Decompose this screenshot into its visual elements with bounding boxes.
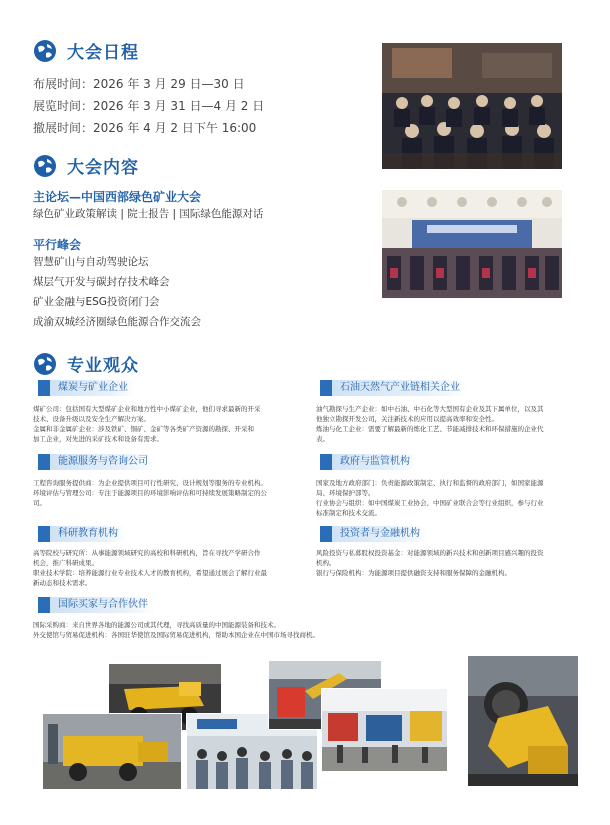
- category-label: 国际买家与合作伙伴: [50, 597, 156, 613]
- category-line: 表。: [316, 435, 329, 443]
- category-line: 机构。: [316, 559, 336, 567]
- audience-category-bar: [320, 380, 468, 396]
- bar-square: [38, 454, 50, 470]
- category-line: 国际采购商：来自世界各地的能源公司或其代理，寻找高质量的中国能源装备和技术。: [33, 621, 280, 629]
- content-title: 大会内容: [67, 158, 139, 178]
- main-forum-title: 主论坛—中国西部绿色矿业大会: [33, 190, 202, 204]
- audience-category-bar: [38, 597, 156, 613]
- category-line: 加工企业，对先进的采矿技术和设备有需求。: [33, 435, 163, 443]
- bar-square: [38, 380, 50, 396]
- bar-square: [320, 380, 332, 396]
- category-label: 投资者与金融机构: [332, 526, 428, 542]
- category-line: 局、环境保护部等。: [316, 489, 375, 497]
- schedule-line: 撤展时间：2026 年 4 月 2 日下午 16:00: [33, 121, 257, 135]
- category-text: [33, 404, 303, 444]
- gallery-photo-hall: [321, 688, 448, 772]
- category-text: [33, 478, 303, 508]
- category-line: 风险投资与私募股权投资基金：对能源领域的新兴技术和创新项目感兴趣的投资: [316, 549, 544, 557]
- gallery-photo-tunnel-boring: [467, 655, 579, 787]
- category-line: 新动态和技术需求。: [33, 579, 92, 587]
- schedule-title: 大会日程: [67, 43, 139, 63]
- category-line: 炼油与化工企业：需要了解最新的炼化工艺、节能减排技术和环保措施的企业代: [316, 425, 544, 433]
- schedule-list: [33, 73, 264, 139]
- schedule-heading: [33, 38, 139, 63]
- category-line: 机会，推广科研成果。: [33, 559, 98, 567]
- category-text: [316, 478, 578, 518]
- category-line: 银行与保险机构：为能源项目提供融资支持和服务保障的金融机构。: [316, 569, 511, 577]
- category-line: 他独立勘探开发公司，关注新技术的应用以提高效率和安全性。: [316, 415, 498, 423]
- schedule-line: 布展时间：2026 年 3 月 29 日—30 日: [33, 77, 245, 91]
- parallel-list: [33, 252, 201, 332]
- parallel-item: 智慧矿山与自动驾驶论坛: [33, 256, 149, 268]
- category-line: 环境评估与管理公司：专注于能源项目的环境影响评估和可持续发展策略制定的公: [33, 489, 267, 497]
- globe-icon: [33, 39, 57, 63]
- audience-title: 专业观众: [67, 356, 139, 376]
- category-line: 职业技术学院：培养能源行业专业技术人才的教育机构，希望通过展会了解行业最: [33, 569, 267, 577]
- audience-heading: [33, 351, 139, 376]
- audience-category-bar: [38, 454, 156, 470]
- category-line: 高等院校与研究所：从事能源领域研究的高校和科研机构，旨在寻找产学研合作: [33, 549, 261, 557]
- category-line: 标准制定和技术交流。: [316, 509, 381, 517]
- category-label: 煤炭与矿业企业: [50, 380, 136, 396]
- category-label: 科研教育机构: [50, 526, 126, 542]
- category-line: 油气勘探与生产企业：如中石油、中石化等大型国有企业及其下属单位，以及其: [316, 405, 544, 413]
- parallel-item: 煤层气开发与碳封存技术峰会: [33, 276, 170, 288]
- audience-category-bar: [38, 526, 126, 542]
- bar-square: [38, 526, 50, 542]
- category-line: 国家及地方政府部门：负责能源政策制定、执行和监督的政府部门，如国家能源: [316, 479, 544, 487]
- parallel-item: 成渝双城经济圈绿色能源合作交流会: [33, 316, 201, 328]
- bar-square: [320, 526, 332, 542]
- bar-square: [320, 454, 332, 470]
- conference-photo: [382, 43, 562, 169]
- category-text: [33, 548, 303, 588]
- category-text: [316, 404, 578, 444]
- forum-photo: [382, 190, 562, 298]
- category-line: 技术、设备升级以及安全生产解决方案。: [33, 415, 150, 423]
- category-line: 司。: [33, 499, 46, 507]
- main-forum-items: 绿色矿业政策解读 | 院士报告 | 国际绿色能源对话: [33, 208, 264, 220]
- schedule-line: 展览时间：2026 年 3 月 31 日—4 月 2 日: [33, 99, 265, 113]
- globe-icon: [33, 154, 57, 178]
- category-label: 政府与监管机构: [332, 454, 418, 470]
- category-label: 能源服务与咨询公司: [50, 454, 156, 470]
- parallel-title: 平行峰会: [33, 238, 82, 252]
- category-label: 石油天然气产业链相关企业: [332, 380, 468, 396]
- category-line: 行业协会与组织：如中国煤炭工业协会、中国矿业联合会等行业组织，参与行业: [316, 499, 544, 507]
- audience-category-bar: [38, 380, 136, 396]
- category-line: 工程咨询服务提供商：为企业提供项目可行性研究、设计规划等服务的专业机构。: [33, 479, 267, 487]
- category-text: [316, 548, 578, 578]
- audience-category-bar: [320, 526, 428, 542]
- parallel-item: 矿业金融与ESG投资闭门会: [33, 296, 160, 308]
- bar-square: [38, 597, 50, 613]
- category-text: [33, 620, 578, 640]
- content-heading: [33, 153, 139, 178]
- category-line: 金属和非金属矿企业：涉及铁矿、铜矿、金矿等各类矿产资源的勘探、开采和: [33, 425, 254, 433]
- gallery-photo-yellow-machine: [42, 713, 182, 790]
- audience-category-bar: [320, 454, 418, 470]
- category-line: 外交使馆与贸易促进机构：各国驻华使馆及国际贸易促进机构，帮助本国企业在中国市场寻找商机。: [33, 631, 319, 639]
- category-line: 煤矿公司：包括国有大型煤矿企业和地方性中小煤矿企业，他们寻求最新的开采: [33, 405, 261, 413]
- globe-icon: [33, 352, 57, 376]
